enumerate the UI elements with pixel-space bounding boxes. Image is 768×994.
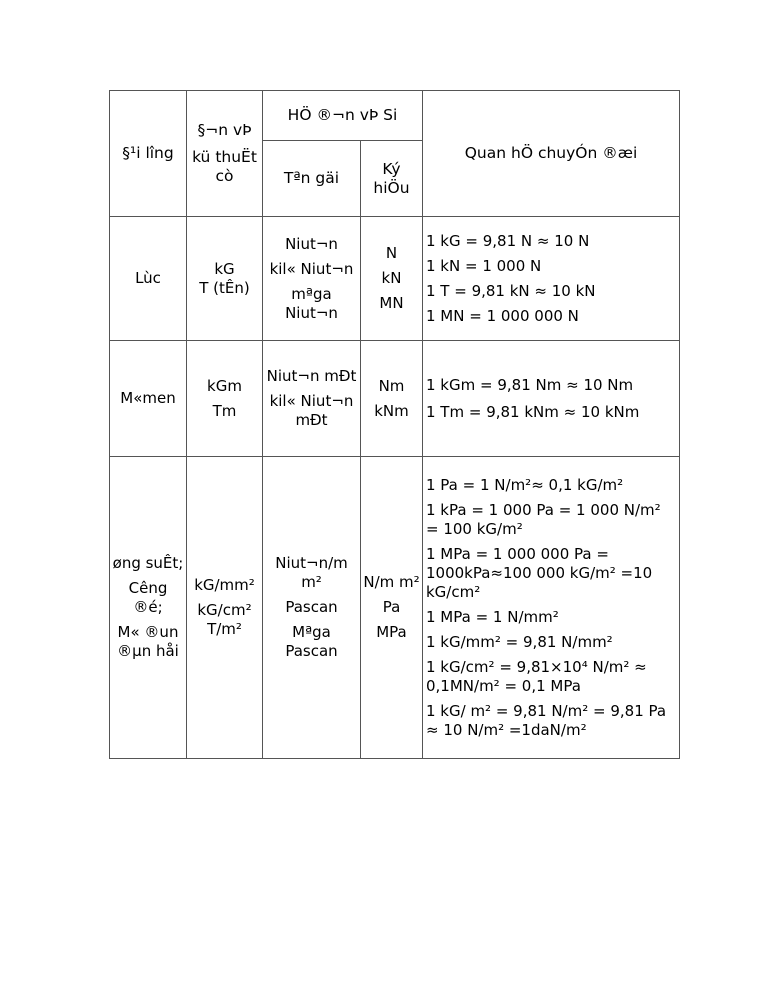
conversion-cell: 1 kG = 9,81 N ≈ 10 N 1 kN = 1 000 N 1 T = 9,81 kN ≈ 10 kN 1 MN = 1 000 000 N	[423, 217, 680, 341]
table-row	[110, 457, 680, 759]
old-unit-cell: kGm Tm	[187, 341, 263, 457]
si-name-cell: Niut¬n mÐt kil« Niut¬n mÐt	[263, 341, 361, 457]
units-conversion-table	[109, 90, 680, 759]
header-quantity: §¹i lîng	[110, 91, 187, 217]
si-symbol-cell: N/m m² Pa MPa	[361, 457, 423, 759]
quantity-cell: M«men	[110, 341, 187, 457]
header-old-unit: §¬n vÞ kü thuËt cò	[187, 91, 263, 217]
header-si-unit: HÖ ®¬n vÞ Si	[263, 91, 423, 141]
quantity-cell: Lùc	[110, 217, 187, 341]
conversion-cell: 1 kGm = 9,81 Nm ≈ 10 Nm 1 Tm = 9,81 kNm ≈ 10 kNm	[423, 341, 680, 457]
si-name-cell: Niut¬n kil« Niut¬n mªga Niut¬n	[263, 217, 361, 341]
header-si-symbol: Ký hiÖu	[361, 141, 423, 217]
header-si-name: Tªn gäi	[263, 141, 361, 217]
si-symbol-cell: Nm kNm	[361, 341, 423, 457]
header-conversion: Quan hÖ chuyÓn ®æi	[423, 91, 680, 217]
table-row	[110, 217, 680, 341]
table-row	[110, 341, 680, 457]
old-unit-cell: kG T (tÊn)	[187, 217, 263, 341]
quantity-cell: øng suÊt; Cêng ®é; M« ®un ®µn håi	[110, 457, 187, 759]
si-symbol-cell: N kN MN	[361, 217, 423, 341]
si-name-cell: Niut¬n/m m² Pascan Mªga Pascan	[263, 457, 361, 759]
old-unit-cell: kG/mm² kG/cm² T/m²	[187, 457, 263, 759]
conversion-cell: 1 Pa = 1 N/m²≈ 0,1 kG/m² 1 kPa = 1 000 Pa = 1 000 N/m² = 100 kG/m² 1 MPa = 1 000 000 Pa = 1000kPa≈100 000 kG/m² =10 kG/cm² 1 MPa = 1 N/mm² 1 kG/mm² = 9,81 N/mm² 1 kG/cm² = 9,81×10⁴ N/m² ≈ 0,1MN/m² = 0,1 MPa 1 kG/ m² = 9,81 N/m² = 9,81 Pa ≈ 10 N/m² =1daN/m²	[423, 457, 680, 759]
